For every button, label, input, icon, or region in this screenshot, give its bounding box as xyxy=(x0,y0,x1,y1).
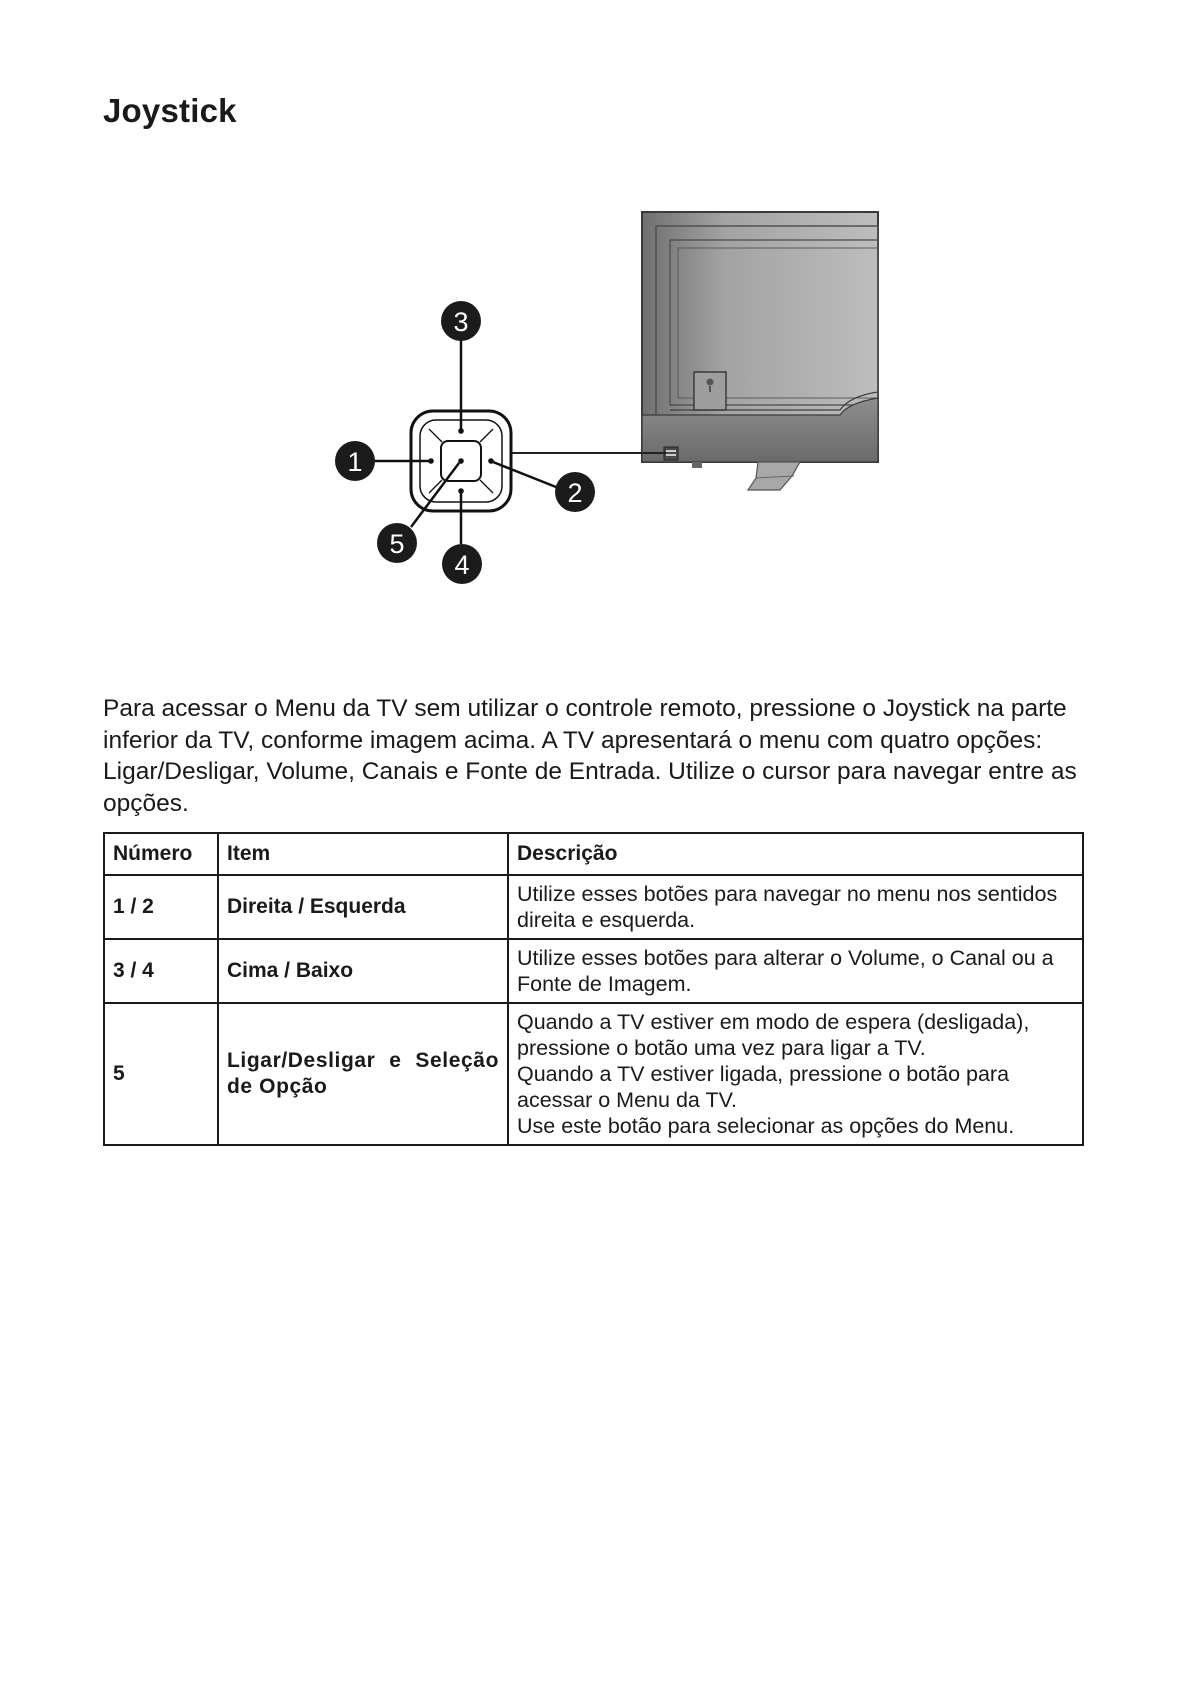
descricao-line: Utilize esses botões para alterar o Volume, o Canal ou a Fonte de Imagem. xyxy=(517,946,1054,996)
callout-4-label: 4 xyxy=(454,550,470,580)
tv-rear-illustration xyxy=(642,212,878,490)
header-item: Item xyxy=(218,833,508,875)
joystick-diagram xyxy=(300,200,900,600)
table-row xyxy=(104,1003,1083,1145)
row-numero: 1 / 2 xyxy=(104,875,218,939)
header-numero: Número xyxy=(104,833,218,875)
row-descricao xyxy=(508,1003,1083,1145)
page-title: Joystick xyxy=(103,92,237,129)
callout-3-label: 3 xyxy=(453,307,469,337)
table-row xyxy=(104,875,1083,939)
callout-2-label: 2 xyxy=(567,478,583,508)
row-item: Direita / Esquerda xyxy=(218,875,508,939)
header-descricao: Descrição xyxy=(508,833,1083,875)
table-header-row xyxy=(104,833,1083,875)
callout-2 xyxy=(555,472,595,512)
descricao-line: Utilize esses botões para navegar no menu nos sentidos direita e esquerda. xyxy=(517,882,1058,932)
callout-4 xyxy=(442,544,482,584)
joystick-function-table xyxy=(103,832,1084,1146)
row-numero: 3 / 4 xyxy=(104,939,218,1003)
row-item: Cima / Baixo xyxy=(218,939,508,1003)
table-row xyxy=(104,939,1083,1003)
descricao-line: Use este botão para selecionar as opções do Menu. xyxy=(517,1114,1015,1138)
callout-1 xyxy=(335,441,375,481)
descricao-line: Quando a TV estiver em modo de espera (desligada), pressione o botão uma vez para ligar a TV. xyxy=(517,1010,1030,1060)
intro-paragraph: Para acessar o Menu da TV sem utilizar o controle remoto, pressione o Joystick na parte inferior da TV, conforme imagem acima. A TV apresentará o menu com quatro opções: Ligar/Desligar, Volume, Canais e Fonte de Entrada. Utilize o cursor para navegar entre as opções. xyxy=(103,695,1077,817)
row-descricao xyxy=(508,939,1083,1003)
row-item: Ligar/Desligar e Seleção de Opção xyxy=(218,1003,508,1145)
row-numero: 5 xyxy=(104,1003,218,1145)
descricao-line: Quando a TV estiver ligada, pressione o botão para acessar o Menu da TV. xyxy=(517,1062,1010,1112)
callout-5-label: 5 xyxy=(389,529,405,559)
callout-1-label: 1 xyxy=(347,447,363,477)
callout-3 xyxy=(441,301,481,341)
row-descricao xyxy=(508,875,1083,939)
callout-5 xyxy=(377,523,417,563)
